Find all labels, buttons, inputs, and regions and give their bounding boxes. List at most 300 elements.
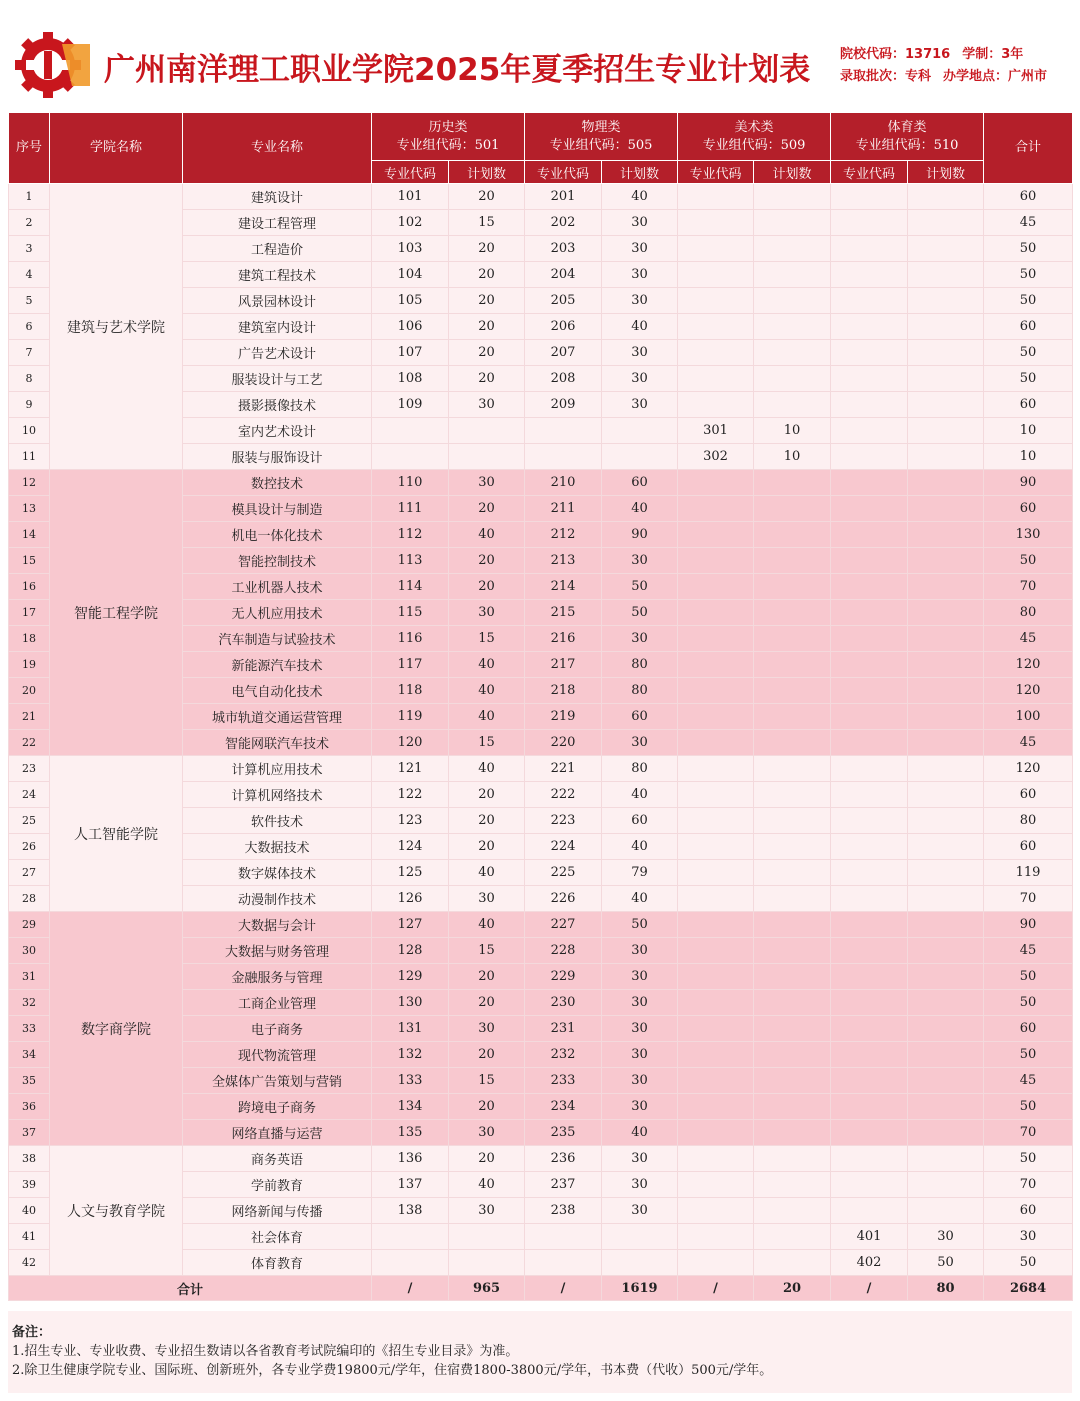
major-name: 数字媒体技术: [183, 860, 372, 886]
row-total: 50: [984, 262, 1073, 288]
row-seq: 40: [9, 1198, 50, 1224]
plan-count: 40: [602, 886, 678, 912]
plan-count: 30: [449, 886, 525, 912]
plan-count: 80: [602, 652, 678, 678]
major-code: [525, 418, 602, 444]
major-name: 智能网联汽车技术: [183, 730, 372, 756]
major-code: [831, 756, 908, 782]
plan-count: 20: [449, 782, 525, 808]
plan-count: 30: [602, 730, 678, 756]
plan-count: 79: [602, 860, 678, 886]
major-code: 214: [525, 574, 602, 600]
row-seq: 29: [9, 912, 50, 938]
enrollment-plan-table: [8, 112, 1073, 1301]
row-total: 60: [984, 1016, 1073, 1042]
major-name: 金融服务与管理: [183, 964, 372, 990]
plan-count: [754, 1120, 831, 1146]
major-code: [831, 210, 908, 236]
major-code: [678, 236, 754, 262]
major-code: [678, 860, 754, 886]
major-code: 114: [372, 574, 449, 600]
plan-count: [908, 678, 984, 704]
plan-count: [754, 340, 831, 366]
major-code: 124: [372, 834, 449, 860]
total-p2: 1619: [602, 1276, 678, 1301]
major-name: 大数据与会计: [183, 912, 372, 938]
college-name: 智能工程学院: [50, 470, 183, 756]
plan-count: [602, 444, 678, 470]
plan-count: [908, 184, 984, 210]
row-seq: 39: [9, 1172, 50, 1198]
plan-count: 20: [449, 574, 525, 600]
row-seq: 8: [9, 366, 50, 392]
row-seq: 16: [9, 574, 50, 600]
header-code: 专业代码: [372, 161, 449, 184]
major-code: 128: [372, 938, 449, 964]
major-code: [831, 678, 908, 704]
row-seq: 7: [9, 340, 50, 366]
major-name: 计算机应用技术: [183, 756, 372, 782]
header-college: 学院名称: [50, 113, 183, 184]
plan-count: [908, 834, 984, 860]
major-code: [831, 1146, 908, 1172]
row-total: 120: [984, 756, 1073, 782]
row-total: 60: [984, 392, 1073, 418]
total-c2: /: [525, 1276, 602, 1301]
plan-count: [908, 262, 984, 288]
row-total: 45: [984, 1068, 1073, 1094]
plan-count: 30: [602, 1016, 678, 1042]
header-group-history: [372, 113, 525, 161]
plan-count: [908, 236, 984, 262]
table-row: [9, 470, 1073, 496]
major-code: 123: [372, 808, 449, 834]
major-code: 120: [372, 730, 449, 756]
plan-count: [908, 1120, 984, 1146]
plan-count: [908, 756, 984, 782]
plan-count: 80: [602, 756, 678, 782]
plan-count: [449, 1250, 525, 1276]
major-code: [525, 1224, 602, 1250]
table-row: [9, 756, 1073, 782]
row-total: 60: [984, 834, 1073, 860]
major-code: [831, 1068, 908, 1094]
major-code: 112: [372, 522, 449, 548]
major-code: [678, 496, 754, 522]
major-code: 218: [525, 678, 602, 704]
row-total: 10: [984, 444, 1073, 470]
row-seq: 21: [9, 704, 50, 730]
row-total: 45: [984, 210, 1073, 236]
major-code: [831, 834, 908, 860]
row-seq: 5: [9, 288, 50, 314]
major-name: 服装与服饰设计: [183, 444, 372, 470]
plan-count: 40: [449, 522, 525, 548]
row-total: 100: [984, 704, 1073, 730]
row-seq: 28: [9, 886, 50, 912]
major-name: 风景园林设计: [183, 288, 372, 314]
major-code: [678, 600, 754, 626]
row-total: 119: [984, 860, 1073, 886]
major-code: [678, 626, 754, 652]
row-total: 60: [984, 782, 1073, 808]
major-code: [831, 1016, 908, 1042]
major-code: 237: [525, 1172, 602, 1198]
plan-count: [754, 548, 831, 574]
plan-count: [754, 1172, 831, 1198]
major-name: 网络新闻与传播: [183, 1198, 372, 1224]
row-seq: 42: [9, 1250, 50, 1276]
row-total: 60: [984, 496, 1073, 522]
plan-count: 20: [449, 1094, 525, 1120]
major-code: [831, 808, 908, 834]
plan-count: [908, 496, 984, 522]
major-code: 232: [525, 1042, 602, 1068]
row-total: 60: [984, 314, 1073, 340]
plan-count: 20: [449, 1146, 525, 1172]
major-code: 125: [372, 860, 449, 886]
plan-count: [908, 938, 984, 964]
plan-count: 40: [602, 1120, 678, 1146]
plan-count: [754, 1042, 831, 1068]
row-total: 70: [984, 1120, 1073, 1146]
major-code: [831, 418, 908, 444]
plan-count: [908, 366, 984, 392]
plan-count: 40: [449, 652, 525, 678]
row-seq: 9: [9, 392, 50, 418]
row-total: 120: [984, 652, 1073, 678]
plan-count: [602, 418, 678, 444]
plan-count: 20: [449, 834, 525, 860]
row-seq: 41: [9, 1224, 50, 1250]
major-code: 130: [372, 990, 449, 1016]
plan-count: 60: [602, 470, 678, 496]
major-name: 数控技术: [183, 470, 372, 496]
plan-count: [754, 1016, 831, 1042]
row-seq: 24: [9, 782, 50, 808]
row-seq: 10: [9, 418, 50, 444]
major-code: [831, 574, 908, 600]
header-group-art: [678, 113, 831, 161]
total-c1: /: [372, 1276, 449, 1301]
row-total: 50: [984, 340, 1073, 366]
major-name: 摄影摄像技术: [183, 392, 372, 418]
plan-count: [754, 704, 831, 730]
header-seq: 序号: [9, 113, 50, 184]
plan-count: 30: [602, 626, 678, 652]
major-code: 205: [525, 288, 602, 314]
major-code: 135: [372, 1120, 449, 1146]
major-code: 113: [372, 548, 449, 574]
plan-count: 30: [602, 340, 678, 366]
major-code: 207: [525, 340, 602, 366]
plan-count: 30: [449, 1198, 525, 1224]
plan-count: [908, 1068, 984, 1094]
plan-count: [754, 756, 831, 782]
major-code: 206: [525, 314, 602, 340]
major-code: 227: [525, 912, 602, 938]
major-code: 121: [372, 756, 449, 782]
plan-count: [908, 392, 984, 418]
plan-count: 15: [449, 730, 525, 756]
row-total: 90: [984, 912, 1073, 938]
plan-count: [908, 1042, 984, 1068]
plan-count: 40: [602, 184, 678, 210]
major-name: 商务英语: [183, 1146, 372, 1172]
major-code: [831, 1094, 908, 1120]
plan-count: 40: [602, 834, 678, 860]
row-seq: 32: [9, 990, 50, 1016]
total-p3: 20: [754, 1276, 831, 1301]
row-seq: 34: [9, 1042, 50, 1068]
major-name: 计算机网络技术: [183, 782, 372, 808]
major-name: 建筑设计: [183, 184, 372, 210]
major-name: 广告艺术设计: [183, 340, 372, 366]
plan-count: 20: [449, 1042, 525, 1068]
major-code: [678, 964, 754, 990]
major-code: 203: [525, 236, 602, 262]
major-code: [831, 782, 908, 808]
plan-count: [908, 574, 984, 600]
row-seq: 23: [9, 756, 50, 782]
major-code: [372, 1250, 449, 1276]
major-code: 136: [372, 1146, 449, 1172]
notes-title: 备注：: [12, 1325, 52, 1340]
plan-count: 50: [602, 574, 678, 600]
major-code: 223: [525, 808, 602, 834]
major-code: [831, 912, 908, 938]
total-sum: 2684: [984, 1276, 1073, 1301]
major-code: [678, 314, 754, 340]
major-code: 222: [525, 782, 602, 808]
major-code: 301: [678, 418, 754, 444]
row-total: 45: [984, 938, 1073, 964]
plan-count: 90: [602, 522, 678, 548]
major-code: 212: [525, 522, 602, 548]
plan-count: 60: [602, 704, 678, 730]
plan-count: 30: [449, 392, 525, 418]
plan-count: [754, 184, 831, 210]
plan-count: [754, 262, 831, 288]
row-total: 60: [984, 1198, 1073, 1224]
plan-count: [908, 652, 984, 678]
row-total: 50: [984, 964, 1073, 990]
row-seq: 35: [9, 1068, 50, 1094]
plan-count: [754, 652, 831, 678]
major-code: 126: [372, 886, 449, 912]
plan-count: 20: [449, 288, 525, 314]
major-code: [831, 314, 908, 340]
row-seq: 31: [9, 964, 50, 990]
row-seq: 22: [9, 730, 50, 756]
plan-count: 20: [449, 496, 525, 522]
major-code: 107: [372, 340, 449, 366]
major-code: 119: [372, 704, 449, 730]
plan-count: [754, 574, 831, 600]
major-code: 231: [525, 1016, 602, 1042]
school-code: 院校代码：13716: [840, 47, 951, 62]
major-code: [678, 730, 754, 756]
plan-count: [908, 548, 984, 574]
major-code: [831, 626, 908, 652]
plan-count: 20: [449, 548, 525, 574]
plan-count: 60: [602, 808, 678, 834]
major-code: [831, 366, 908, 392]
major-code: [831, 730, 908, 756]
major-code: [678, 834, 754, 860]
major-code: [678, 990, 754, 1016]
admission-batch: 录取批次：专科: [840, 69, 932, 84]
plan-count: 20: [449, 184, 525, 210]
plan-count: [754, 496, 831, 522]
plan-count: [754, 834, 831, 860]
header-plan: 计划数: [449, 161, 525, 184]
major-code: [678, 262, 754, 288]
major-code: [678, 1042, 754, 1068]
major-code: [831, 496, 908, 522]
plan-count: 20: [449, 366, 525, 392]
header-group-sports: [831, 113, 984, 161]
plan-count: 20: [449, 340, 525, 366]
major-code: 208: [525, 366, 602, 392]
plan-count: [754, 782, 831, 808]
plan-count: [908, 444, 984, 470]
major-code: [831, 262, 908, 288]
major-code: 137: [372, 1172, 449, 1198]
plan-count: 40: [449, 1172, 525, 1198]
major-code: [678, 1120, 754, 1146]
major-code: [678, 1068, 754, 1094]
plan-count: 40: [449, 860, 525, 886]
header-code: 专业代码: [831, 161, 908, 184]
major-code: [831, 340, 908, 366]
plan-count: [754, 808, 831, 834]
plan-count: [908, 1198, 984, 1224]
major-name: 跨境电子商务: [183, 1094, 372, 1120]
major-name: 现代物流管理: [183, 1042, 372, 1068]
major-name: 大数据技术: [183, 834, 372, 860]
major-code: 204: [525, 262, 602, 288]
row-seq: 25: [9, 808, 50, 834]
major-code: 230: [525, 990, 602, 1016]
plan-count: [754, 1224, 831, 1250]
row-seq: 14: [9, 522, 50, 548]
major-code: 235: [525, 1120, 602, 1146]
row-seq: 11: [9, 444, 50, 470]
header-major: 专业名称: [183, 113, 372, 184]
major-code: [831, 704, 908, 730]
plan-count: [908, 990, 984, 1016]
row-seq: 20: [9, 678, 50, 704]
plan-count: 40: [449, 704, 525, 730]
major-code: 220: [525, 730, 602, 756]
notes-section: [8, 1311, 1072, 1393]
major-code: [678, 470, 754, 496]
plan-count: [754, 1068, 831, 1094]
major-code: 108: [372, 366, 449, 392]
major-code: [831, 886, 908, 912]
row-seq: 2: [9, 210, 50, 236]
plan-count: 40: [449, 678, 525, 704]
row-total: 45: [984, 730, 1073, 756]
plan-count: [449, 1224, 525, 1250]
major-code: 226: [525, 886, 602, 912]
plan-count: [754, 1146, 831, 1172]
plan-count: [754, 1198, 831, 1224]
major-code: [678, 1198, 754, 1224]
row-total: 50: [984, 1146, 1073, 1172]
plan-count: 30: [602, 990, 678, 1016]
major-code: [678, 1172, 754, 1198]
major-code: [831, 652, 908, 678]
major-code: [831, 964, 908, 990]
plan-count: [754, 600, 831, 626]
major-name: 服装设计与工艺: [183, 366, 372, 392]
major-code: [678, 210, 754, 236]
plan-count: [908, 1016, 984, 1042]
plan-count: [908, 288, 984, 314]
major-name: 电气自动化技术: [183, 678, 372, 704]
major-name: 智能控制技术: [183, 548, 372, 574]
major-code: [525, 444, 602, 470]
major-code: 109: [372, 392, 449, 418]
major-name: 建设工程管理: [183, 210, 372, 236]
plan-count: [449, 444, 525, 470]
plan-count: 20: [449, 964, 525, 990]
plan-count: [908, 912, 984, 938]
header-group-physics: [525, 113, 678, 161]
total-c3: /: [678, 1276, 754, 1301]
major-code: 131: [372, 1016, 449, 1042]
major-code: [831, 600, 908, 626]
major-code: 213: [525, 548, 602, 574]
plan-count: [754, 314, 831, 340]
major-code: [678, 678, 754, 704]
major-name: 社会体育: [183, 1224, 372, 1250]
row-total: 70: [984, 886, 1073, 912]
plan-count: [908, 730, 984, 756]
group-code: 专业组代码：505: [549, 137, 653, 153]
row-seq: 6: [9, 314, 50, 340]
plan-count: [754, 1250, 831, 1276]
total-label: 合计: [9, 1276, 372, 1301]
major-code: [678, 1146, 754, 1172]
major-code: [831, 444, 908, 470]
major-code: 102: [372, 210, 449, 236]
row-total: 60: [984, 184, 1073, 210]
major-code: 116: [372, 626, 449, 652]
plan-count: [908, 470, 984, 496]
major-code: 209: [525, 392, 602, 418]
row-seq: 30: [9, 938, 50, 964]
major-code: 217: [525, 652, 602, 678]
plan-count: [908, 1146, 984, 1172]
major-code: 224: [525, 834, 602, 860]
major-code: 111: [372, 496, 449, 522]
row-total: 50: [984, 288, 1073, 314]
plan-count: 30: [602, 1172, 678, 1198]
plan-count: 15: [449, 938, 525, 964]
major-code: [831, 1120, 908, 1146]
plan-count: 40: [449, 756, 525, 782]
row-total: 50: [984, 236, 1073, 262]
major-code: [831, 1172, 908, 1198]
plan-count: 40: [602, 496, 678, 522]
row-total: 80: [984, 600, 1073, 626]
major-code: 238: [525, 1198, 602, 1224]
plan-count: [449, 418, 525, 444]
major-code: 229: [525, 964, 602, 990]
